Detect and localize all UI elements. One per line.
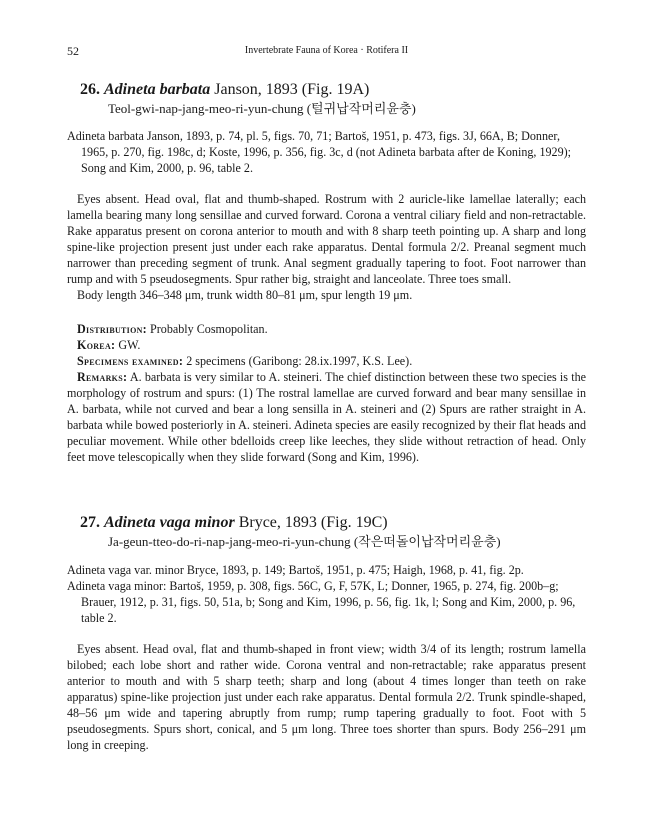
synonymy-entry: Adineta vaga minor: Bartoš, 1959, p. 308, figs. 56C, G, F, 57K, L; Donner, 1965, p. 274, fig. 200b–g; Brauer, 1912, p. 31, figs. 50, 51a, b; Song and Kim, 1996, p. 56, fig. 1k, l; Song and Kim, 2000, p. 96, table 2. [67, 579, 576, 625]
korean-name: Teol-gwi-nap-jang-meo-ri-yun-chung (털귀납작머리윤충) [108, 101, 416, 116]
specimens-label: Specimens examined: [77, 354, 184, 368]
korean-name: Ja-geun-tteo-do-ri-nap-jang-meo-ri-yun-chung (작은떠돌이납작머리윤충) [108, 534, 501, 549]
synonymy-27 [67, 562, 586, 626]
synonymy-entry: Adineta barbata Janson, 1893, p. 74, pl. 5, figs. 70, 71; Bartoš, 1951, p. 473, figs. 3J, 66A, B; Donner, 1965, p. 270, fig. 198c, d; Koste, 1996, p. 356, fig. 3c, d (not Adineta barbata after de Koning, 1929); Song and Kim, 2000, p. 96, table 2. [67, 129, 572, 175]
species-number: 26. [80, 81, 100, 98]
specimens-value: 2 specimens (Garibong: 28.ix.1997, K.S. Lee). [186, 354, 413, 368]
species-name: Adineta vaga minor [104, 514, 235, 531]
korea-label: Korea: [77, 338, 116, 352]
species-title [80, 80, 586, 100]
species-name: Adineta barbata [104, 81, 211, 98]
measurements: Body length 346–348 μm, trunk width 80–81 μm, spur length 19 μm. [77, 288, 413, 302]
species-heading-27 [74, 513, 586, 550]
description-paragraph: Eyes absent. Head oval, flat and thumb-shaped. Rostrum with 2 auricle-like lamellae laterally; each lamella bearing many long sensillae and curved forward. Corona a ventral ciliary field and non-retractable. Rake apparatus present on corona anterior to mouth and with 8 sharp teeth pointing up. A sharp and long spine-like projection present just under each rake apparatus. Dental formula 2/2. Preanal segment much narrower than preceding segment of trunk. Anal segment gradually tapering to foot. Foot narrower than rump and with 5 pseudosegments. Spur rather big, straight and lanceolate. Three toes small. [67, 192, 586, 286]
remarks-label: Remarks: [77, 370, 128, 384]
species-author: Bryce, 1893 (Fig. 19C) [234, 514, 388, 531]
distribution-line [67, 321, 586, 337]
species-number: 27. [80, 514, 100, 531]
remarks-value: A. barbata is very similar to A. steineri. The chief distinction between these two species is the morphology of rostrum and spurs: (1) The rostral lamellae are curved forward and bear many sensillae in A. barbata, while not curved and bear a long sensilla in A. steineri and (2) Spurs are rather straight in A. barbata while bowed posteriorly in A. steineri. Adineta species are easily recognized by their flat heads and peculiar movement. While other bdelloids creep like leeches, they slide without retraction of head. Only feet move telescopically when they slide forward (Song and Kim, 1996). [67, 370, 587, 464]
description-paragraph: Eyes absent. Head oval, flat and thumb-shaped in front view; width 3/4 of its length; rostrum lamella bilobed; each lobe short and rather wide. Corona ventral and non-retractable; rake apparatus present anterior to mouth and with 5 sharp teeth; sharp and long (about 4 times longer than teeth on rake apparatus) spine-like projection just under each rake apparatus. Dental formula 2/2. Trunk spindle-shaped, 48–56 μm wide and tapering abruptly from rump; rump tapering gradually to foot. Foot with 5 pseudosegments. Spurs short, conical, and 5 μm long. Three toes shorter than spurs. Body 256–291 μm long in creeping. [67, 642, 586, 752]
synonymy-26 [67, 128, 586, 176]
korea-line [67, 337, 586, 353]
notes-26 [67, 321, 586, 465]
description-27 [67, 641, 586, 753]
species-heading-26 [74, 80, 586, 117]
distribution-value: Probably Cosmopolitan. [150, 322, 268, 336]
synonymy-entry: Adineta vaga var. minor Bryce, 1893, p. 149; Bartoš, 1951, p. 475; Haigh, 1968, p. 41, fig. 2p. [67, 563, 524, 577]
remarks-line [67, 369, 586, 465]
page-number: 52 [67, 44, 79, 58]
korea-value: GW. [118, 338, 141, 352]
species-title [80, 513, 586, 533]
running-title: Invertebrate Fauna of Korea · Rotifera II [244, 45, 409, 56]
specimens-line [67, 353, 586, 369]
description-26 [67, 191, 586, 303]
running-header [67, 44, 586, 60]
species-author: Janson, 1893 (Fig. 19A) [210, 81, 370, 98]
distribution-label: Distribution: [77, 322, 148, 336]
